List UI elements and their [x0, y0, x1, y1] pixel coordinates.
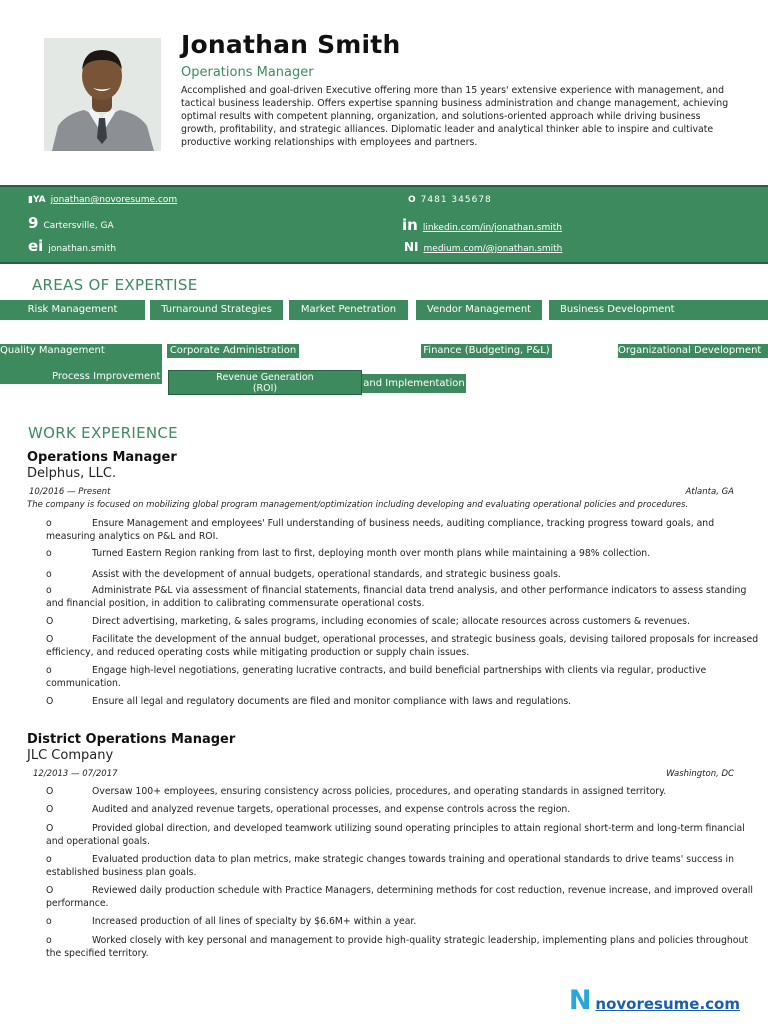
job-title: District Operations Manager [27, 732, 236, 747]
contact-email [28, 195, 177, 205]
job-bullet: O Provided global direction, and developed teamwork utilizing sound operating principles to attain regional short-term and long-term financial and operational goals. [46, 823, 745, 847]
job-bullet: o Turned Eastern Region ranking from last to first, deploying month over month plans while maintaining a 98% collection. [46, 548, 651, 559]
candidate-name: Jonathan Smith [181, 30, 401, 59]
job-dates: 10/2016 — Present [29, 487, 111, 497]
expertise-tag: Finance (Budgeting, P&L) [421, 344, 552, 358]
skype-icon: ei [28, 237, 44, 255]
contact-location [28, 214, 114, 232]
bullet-marker: o [46, 935, 52, 946]
linkedin-link[interactable]: linkedin.com/in/jonathan.smith [422, 223, 562, 233]
bullet-marker: O [46, 616, 54, 627]
job-bullet: o Engage high-level negotiations, generating lucrative contracts, and build beneficial partnerships with clients via regular, productive communication. [46, 665, 707, 689]
expertise-heading: AREAS OF EXPERTISE [32, 276, 198, 294]
job-bullet: O Oversaw 100+ employees, ensuring consistency across policies, procedures, and operating standards in assigned territory. [46, 786, 667, 797]
candidate-role: Operations Manager [181, 65, 314, 80]
expertise-tag: Revenue Generation [216, 372, 314, 383]
bullet-marker: o [46, 548, 52, 559]
job-title: Operations Manager [27, 450, 177, 465]
bullet-marker: O [46, 804, 54, 815]
contact-linkedin [402, 216, 562, 234]
job-location: Washington, DC [666, 769, 734, 779]
expertise-tag: Risk Management [0, 300, 145, 320]
bullet-marker: o [46, 916, 52, 927]
medium-link[interactable]: medium.com/@jonathan.smith [423, 244, 563, 254]
bullet-marker: O [46, 823, 54, 834]
job-dates: 12/2013 — 07/2017 [33, 769, 118, 779]
job-bullet: o Worked closely with key personal and management to provide high-quality strategic leadership, implementing plans and policies throughout the specified territory. [46, 935, 749, 959]
expertise-tag-revenue [168, 370, 362, 395]
expertise-tag: and Implementation [362, 374, 466, 393]
contact-skype [28, 237, 116, 255]
bullet-marker: O [46, 885, 54, 896]
expertise-tag: Process Improvement [52, 371, 161, 382]
phone-icon: O [408, 195, 416, 205]
medium-icon: NI [404, 240, 419, 254]
footer-logo[interactable] [569, 985, 740, 1016]
expertise-tag: Vendor Management [416, 300, 542, 320]
skype-text: jonathan.smith [48, 244, 117, 254]
expertise-tag: Business Development [549, 300, 768, 320]
job-description: The company is focused on mobilizing global program management/optimization including developing and evaluating operational policies and procedures. [27, 500, 689, 510]
location-pin-icon: 9 [28, 214, 39, 232]
contact-phone [408, 195, 492, 205]
job-bullet: O Reviewed daily production schedule with Practice Managers, determining methods for cost reduction, revenue increase, and improved overall performance. [46, 885, 753, 909]
bullet-marker: O [46, 696, 54, 707]
expertise-tag: Corporate Administration [167, 344, 299, 358]
job-bullet: o Evaluated production data to plan metrics, make strategic changes towards training and operational standards to drive teams' success in established business plan goals. [46, 854, 735, 878]
bullet-marker: o [46, 518, 52, 529]
contact-medium [404, 240, 562, 254]
expertise-tag: Market Penetration [289, 300, 408, 320]
job-bullet: O Direct advertising, marketing, & sales programs, including economies of scale; allocate resources across customers & revenues. [46, 616, 690, 627]
job-bullet: o Assist with the development of annual budgets, operational standards, and strategic business goals. [46, 569, 561, 580]
expertise-tag: Quality Management [0, 345, 105, 356]
profile-summary: Accomplished and goal-driven Executive offering more than 15 years' extensive experience with management, and tactical business leadership. Offers expertise spanning business administration and change management, achieving optimal results with competent planning, organization, and solutions-oriented approach while driving business growth, profitability, and strategic alliances. Diplomatic leader and analytical thinker able to inspire and cultivate productive working relationships with employees and partners. [181, 85, 729, 148]
bullet-marker: o [46, 585, 52, 596]
bullet-marker: o [46, 854, 52, 865]
job-bullet: O Audited and analyzed revenue targets, operational processes, and expense controls across the region. [46, 804, 571, 815]
bullet-marker: o [46, 665, 52, 676]
phone-number: 7481 345678 [420, 195, 492, 205]
job-location: Atlanta, GA [685, 487, 734, 497]
job-bullet: o Administrate P&L via assessment of financial statements, financial data trend analysis, and other performance indicators to assess standing and financial position, in addition to calibrating commensurate operational costs. [46, 585, 747, 609]
email-icon: ▮YA [28, 195, 46, 205]
job-bullet: o Increased production of all lines of specialty by $6.6M+ within a year. [46, 916, 417, 927]
job-company: Delphus, LLC. [27, 466, 117, 481]
expertise-tag: Turnaround Strategies [150, 300, 283, 320]
email-link[interactable]: jonathan@novoresume.com [50, 195, 178, 205]
job-bullet: O Facilitate the development of the annual budget, operational processes, and strategic business goals, devising tailored proposals for increased efficiency, and reduced operating costs while mitigating production or supply chain issues. [46, 634, 759, 658]
profile-photo [44, 38, 161, 151]
novoresume-logo-icon: N [568, 985, 592, 1016]
person-avatar-icon [44, 38, 161, 151]
bullet-marker: o [46, 569, 52, 580]
experience-heading: WORK EXPERIENCE [28, 424, 178, 442]
job-bullet: o Ensure Management and employees' Full understanding of business needs, auditing compliance, tracking progress toward goals, and measuring analytics on P&L and ROI. [46, 518, 715, 542]
bullet-marker: O [46, 786, 54, 797]
bullet-marker: O [46, 634, 54, 645]
linkedin-icon: in [402, 216, 418, 234]
job-bullet: O Ensure all legal and regulatory documents are filed and monitor compliance with laws and regulations. [46, 696, 572, 707]
footer-link[interactable]: novoresume.com [595, 995, 740, 1013]
job-company: JLC Company [27, 748, 114, 763]
location-text: Cartersville, GA [43, 221, 114, 231]
expertise-tag: (ROI) [252, 383, 278, 394]
expertise-tag: Organizational Development [618, 344, 768, 358]
